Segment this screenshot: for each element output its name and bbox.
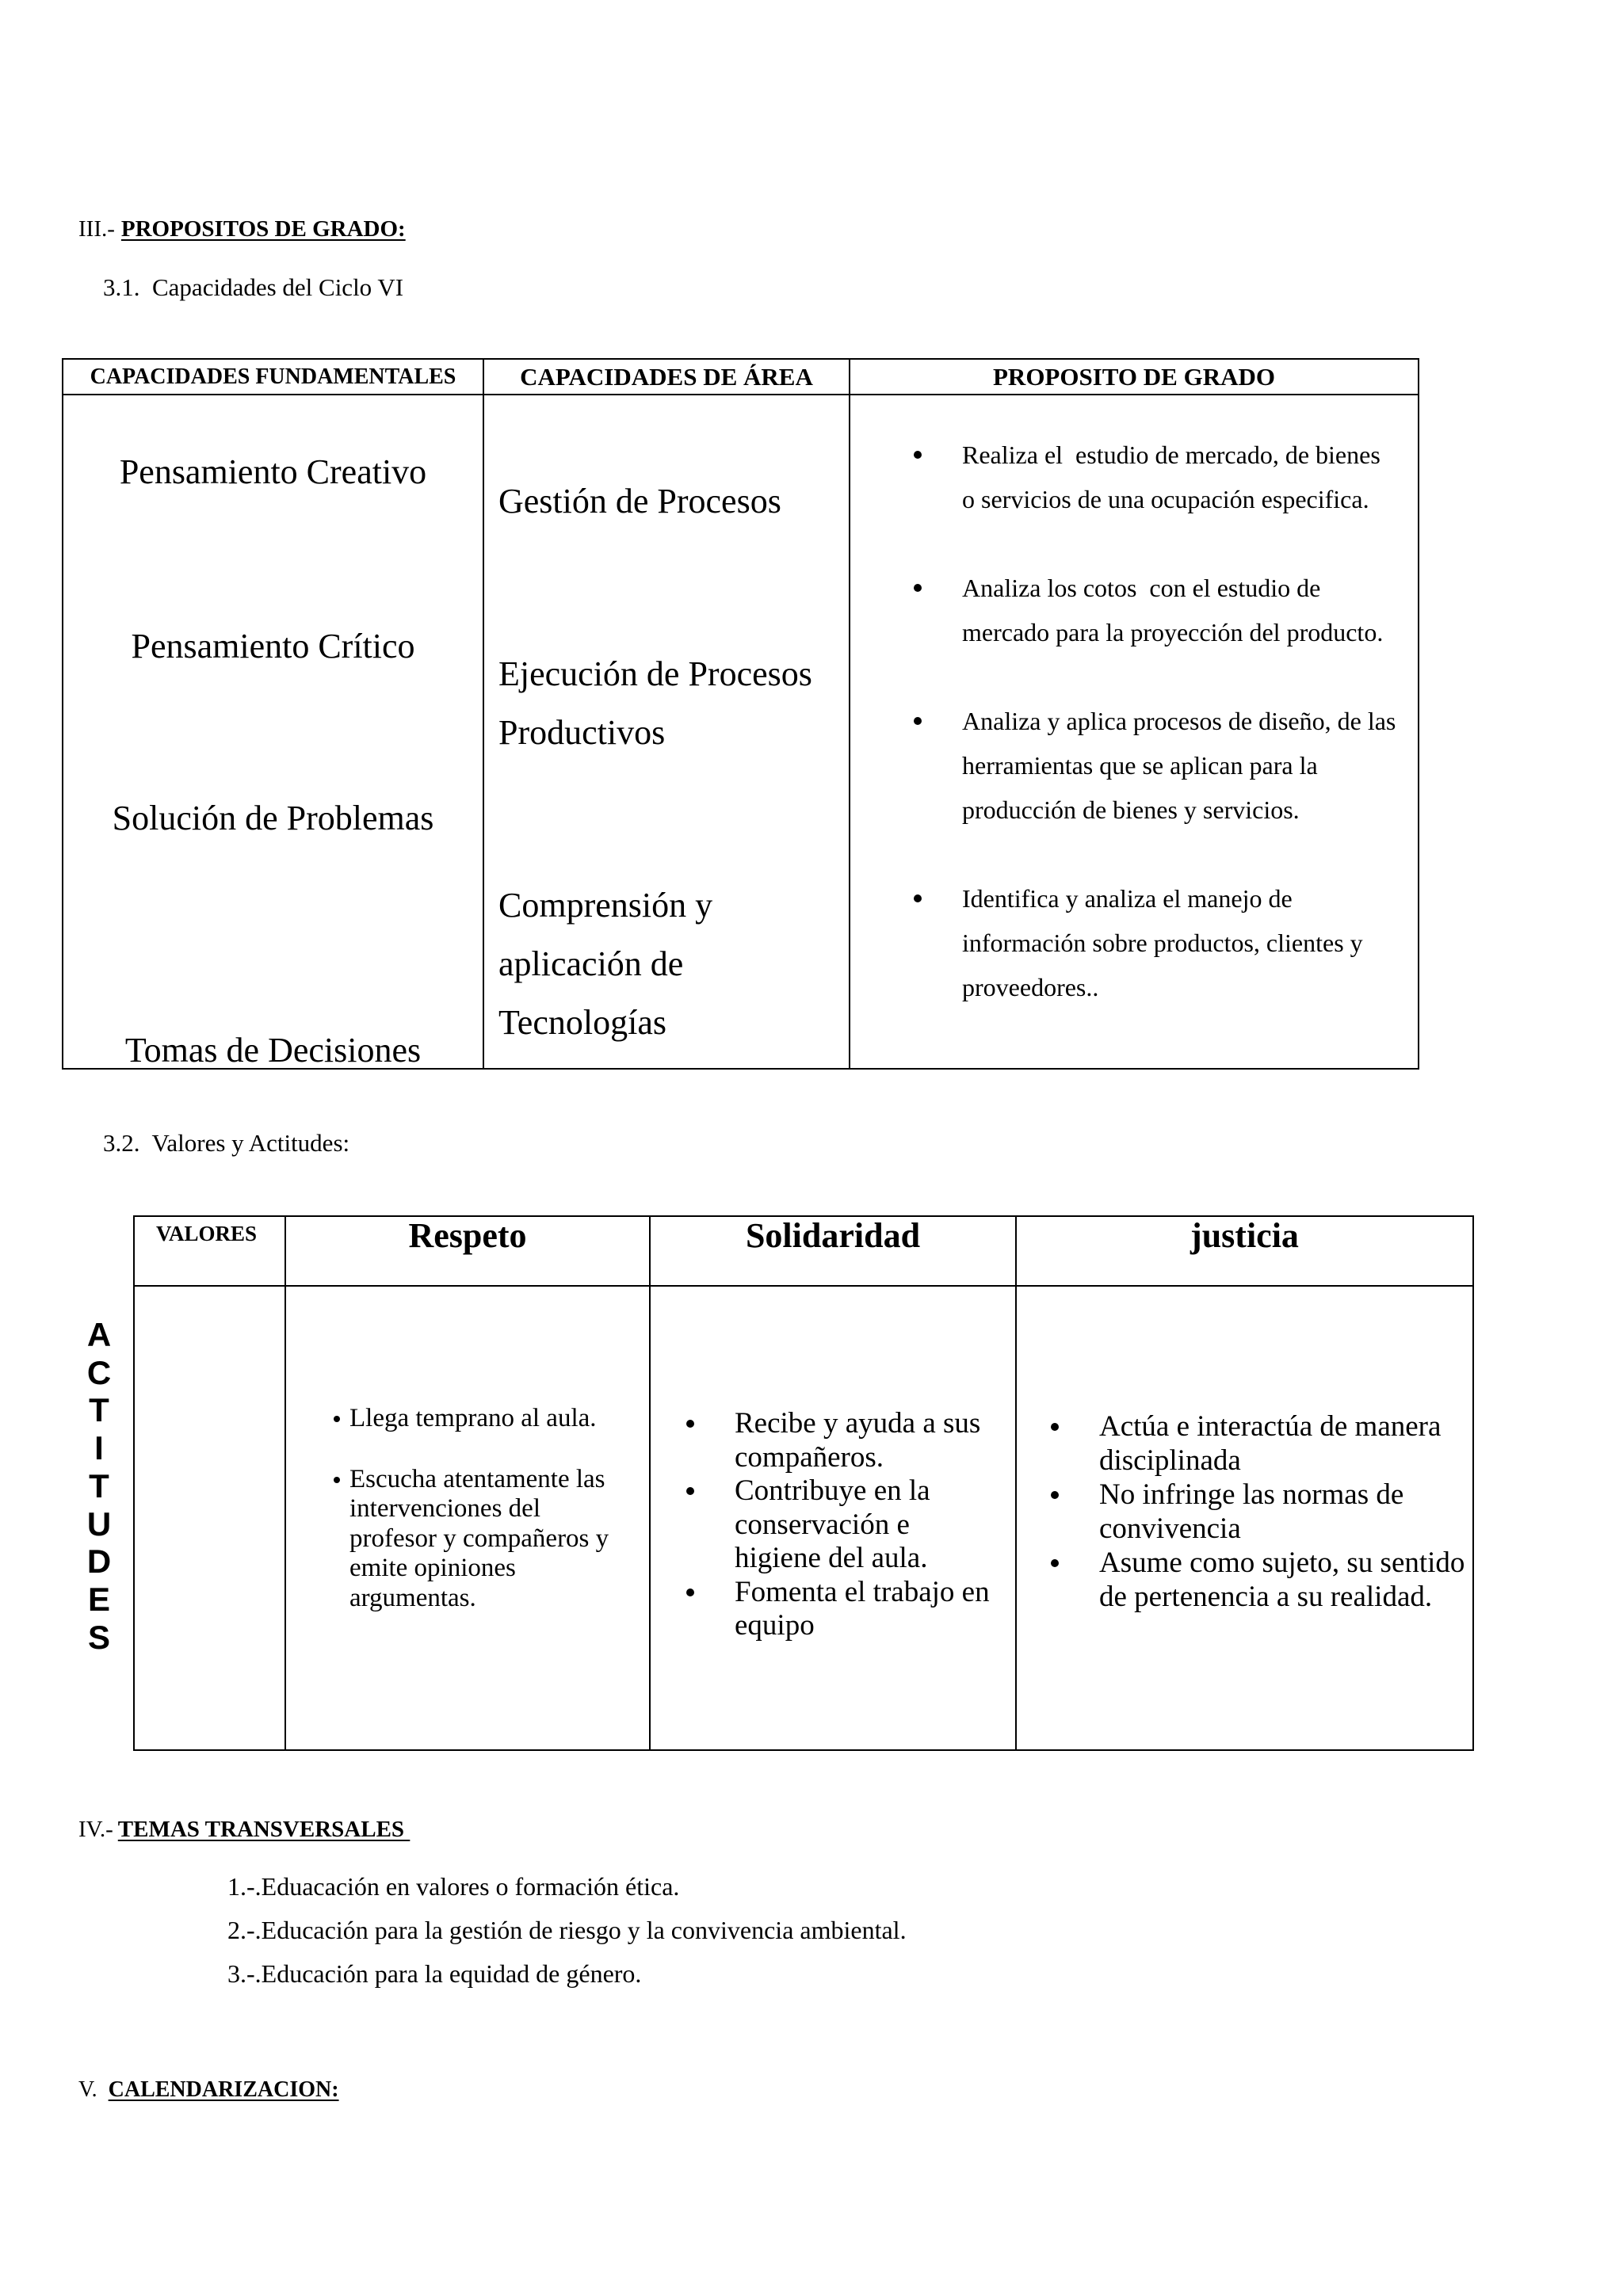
section-4-heading: [78, 1815, 410, 1844]
fundamental-capacity: Tomas de Decisiones: [124, 1031, 422, 1070]
grade-purpose-text: Identifica y analiza el manejo de información sobre productos, clientes y proveedores..: [962, 883, 1363, 1001]
section-3-number: III.-: [78, 216, 115, 242]
section-5-title: CALENDARIZACION:: [108, 2077, 339, 2102]
header-capacidades-fundamentales: CAPACIDADES FUNDAMENTALES: [90, 364, 456, 389]
attitude-text: Llega temprano al aula.: [349, 1404, 597, 1432]
subsection-3-2-title: 3.2. Valores y Actitudes:: [103, 1129, 350, 1157]
fundamental-capacity: Pensamiento Creativo: [119, 452, 427, 491]
list-item: 1.-.Eduacación en valores o formación ética.: [227, 1871, 680, 1901]
list-item: [349, 1465, 609, 1614]
column-divider: [285, 1217, 286, 1749]
bullet-icon: [334, 1416, 340, 1422]
section-5-number: V.: [78, 2077, 97, 2102]
header-divider: [135, 1285, 1472, 1287]
grade-purpose-list: [962, 433, 1396, 1009]
column-divider: [1015, 1217, 1017, 1749]
section-3-title: PROPOSITOS DE GRADO:: [120, 216, 406, 242]
bullet-icon: [914, 584, 922, 592]
bullet-icon: [686, 1420, 694, 1428]
list-item: [962, 566, 1396, 654]
justicia-attitudes-list: [1099, 1409, 1465, 1614]
valores-header: VALORES: [156, 1222, 258, 1245]
attitude-text: Escucha atentamente las intervenciones del profesor y compañeros y emite opiniones argumentas.: [349, 1464, 609, 1612]
values-table: [133, 1215, 1474, 1751]
area-capacity: Ejecución de Procesos Productivos: [498, 654, 812, 752]
bullet-icon: [1051, 1423, 1059, 1431]
list-item: [962, 876, 1396, 1009]
subsection-3-1-title: 3.1. Capacidades del Ciclo VI: [103, 273, 404, 301]
grade-purpose-text: Analiza los cotos con el estudio de mercado para la proyección del producto.: [962, 573, 1384, 646]
solidaridad-attitudes-list: [735, 1407, 990, 1643]
header-divider: [63, 394, 1418, 395]
area-capacity: Comprensión y aplicación de Tecnologías: [498, 886, 713, 1042]
bullet-icon: [686, 1589, 694, 1596]
capacities-table: [62, 358, 1419, 1070]
attitude-text: Actúa e interactúa de manera disciplinada: [1099, 1410, 1442, 1477]
bullet-icon: [914, 717, 922, 725]
list-item: 2.-.Educación para la gestión de riesgo y la convivencia ambiental.: [227, 1915, 907, 1944]
column-divider: [649, 1217, 651, 1749]
attitude-text: Fomenta el trabajo en equipo: [735, 1575, 990, 1642]
bullet-icon: [914, 894, 922, 902]
section-3-heading: [78, 215, 406, 243]
list-item: [1099, 1478, 1465, 1546]
bullet-icon: [686, 1487, 694, 1495]
section-4-title: TEMAS TRANSVERSALES: [117, 1817, 411, 1842]
list-item: [962, 433, 1396, 521]
actitudes-side-label: ACTITUDES: [86, 1316, 112, 1656]
list-item: [962, 699, 1396, 832]
list-item: [735, 1576, 990, 1643]
section-4-number: IV.-: [78, 1817, 113, 1842]
grade-purpose-text: Realiza el estudio de mercado, de bienes o servicios de una ocupación especifica.: [962, 440, 1381, 513]
value-header-solidaridad: Solidaridad: [745, 1216, 921, 1255]
list-item: [1099, 1409, 1465, 1478]
list-item: [735, 1474, 990, 1576]
list-item: [735, 1407, 990, 1474]
value-header-respeto: Respeto: [408, 1216, 527, 1255]
bullet-icon: [1051, 1559, 1059, 1567]
value-header-justicia: justicia: [1190, 1216, 1299, 1255]
header-capacidades-de-area: CAPACIDADES DE ÁREA: [520, 362, 813, 391]
section-5-heading: [78, 2077, 339, 2103]
respeto-attitudes-list: [349, 1404, 609, 1613]
transversal-topics-list: [227, 1865, 907, 1996]
bullet-icon: [1051, 1491, 1059, 1499]
attitude-text: Recibe y ayuda a sus compañeros.: [735, 1407, 981, 1474]
bullet-icon: [914, 451, 922, 459]
area-capacity: Gestión de Procesos: [498, 482, 781, 521]
attitude-text: Asume como sujeto, su sentido de pertenencia a su realidad.: [1099, 1547, 1465, 1613]
list-item: 3.-.Educación para la equidad de género.: [227, 1958, 642, 1988]
grade-purpose-text: Analiza y aplica procesos de diseño, de las herramientas que se aplican para la producción de bienes y servicios.: [962, 706, 1396, 824]
attitude-text: Contribuye en la conservación e higiene del aula.: [735, 1474, 930, 1574]
list-item: [349, 1404, 609, 1434]
column-divider: [849, 360, 850, 1068]
bullet-icon: [334, 1477, 340, 1483]
column-divider: [483, 360, 484, 1068]
fundamental-capacity: Solución de Problemas: [112, 799, 434, 837]
header-proposito-de-grado: PROPOSITO DE GRADO: [993, 362, 1275, 391]
attitude-text: No infringe las normas de convivencia: [1099, 1478, 1404, 1545]
fundamental-capacity: Pensamiento Crítico: [131, 627, 415, 666]
list-item: [1099, 1546, 1465, 1614]
